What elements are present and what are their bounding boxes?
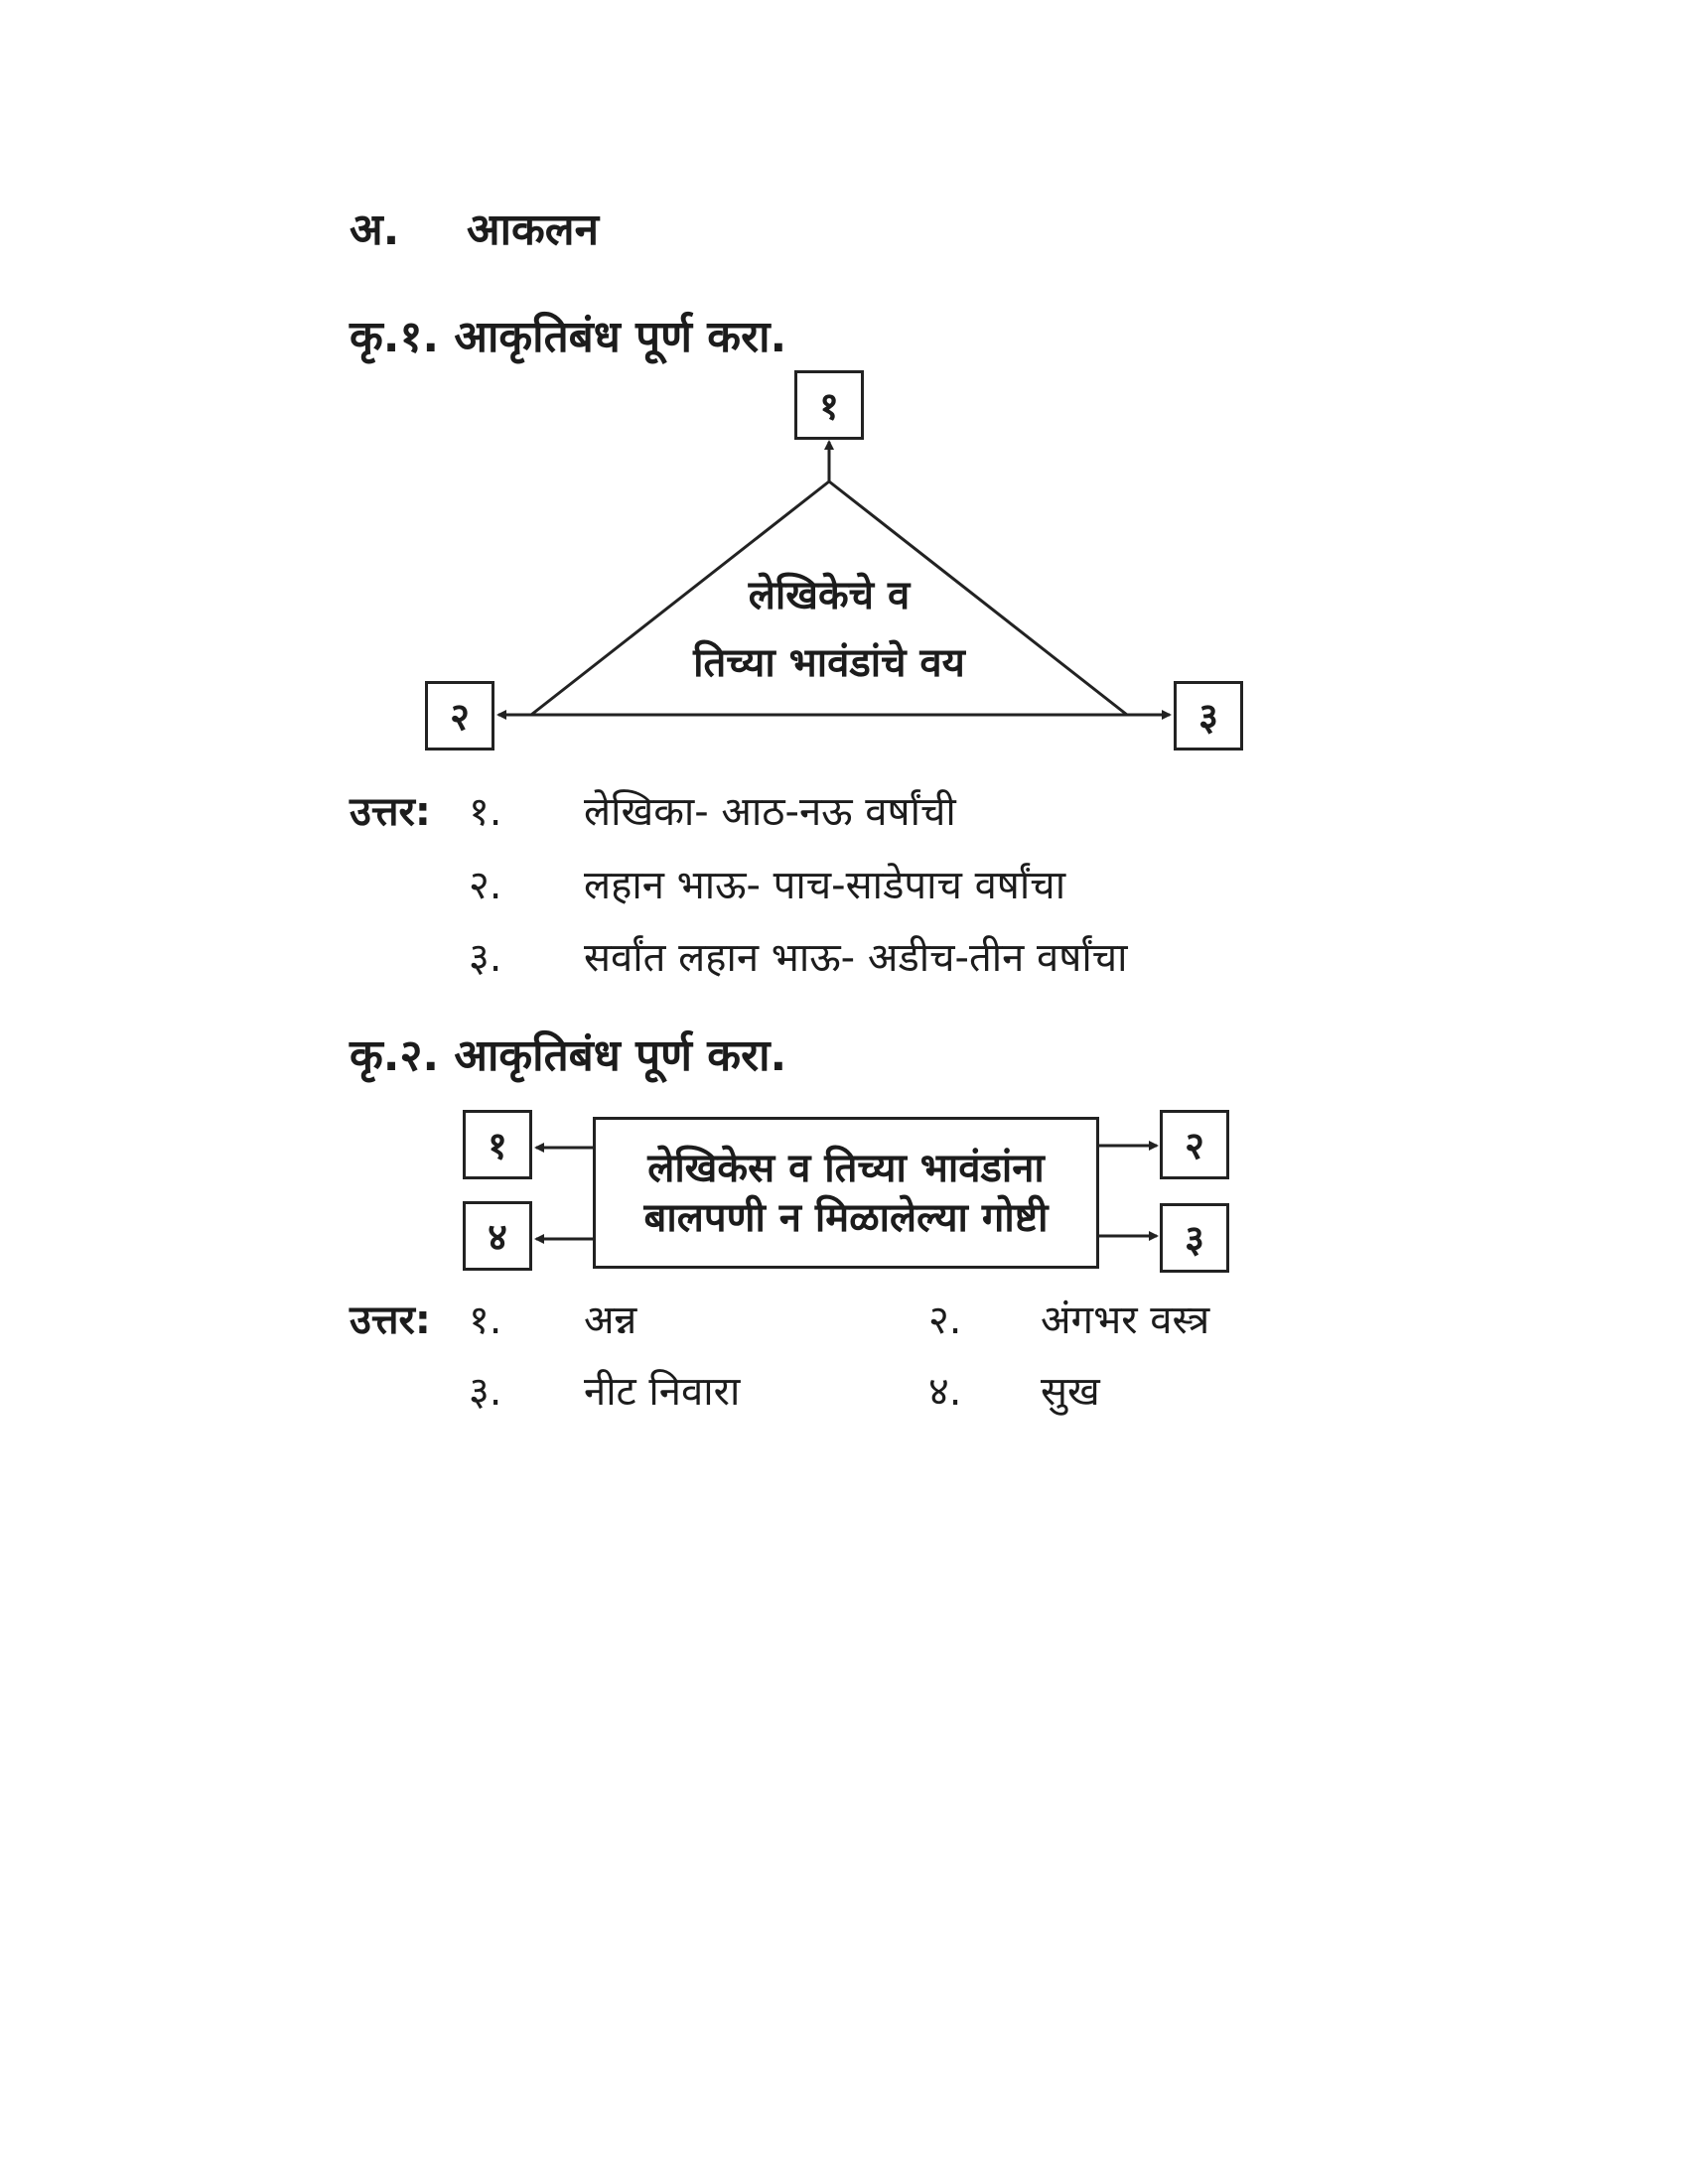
q1-box-2: २ [425,681,494,751]
q1-answer-text-3: सर्वांत लहान भाऊ- अडीच-तीन वर्षांचा [584,935,1128,981]
q1-center-line2: तिच्या भावंडांचे वय [693,640,965,686]
q2-box-2: २ [1160,1110,1229,1179]
q2-answer-num-4: ४. [928,1369,962,1415]
q2-answer-text-1: अन्न [584,1297,637,1343]
q2-answer-text-4: सुख [1041,1369,1100,1415]
q1-answer-num-1: १. [469,789,502,835]
q2-box-1: १ [463,1110,532,1179]
q1-answer-num-3: ३. [469,935,502,981]
q2-box-4: ४ [463,1201,532,1271]
q2-center-line1: लेखिकेस व तिच्या भावंडांना [647,1145,1045,1191]
section-title: आकलन [467,205,600,255]
q2-answer-label: उत्तर: [350,1297,431,1343]
q1-center-line1: लेखिकेचे व [748,573,911,618]
q2-center-line2: बालपणी न मिळालेल्या गोष्टी [643,1194,1049,1241]
q2-box-3: ३ [1160,1203,1229,1273]
q2-answer-text-2: अंगभर वस्त्र [1041,1297,1210,1343]
section-letter: अ. [350,205,400,255]
q2-answer-num-1: १. [469,1297,502,1343]
q1-box-1: १ [794,370,864,440]
q1-answer-text-1: लेखिका- आठ-नऊ वर्षांची [584,789,956,835]
q1-answer-label: उत्तर: [350,789,431,835]
q1-heading: कृ.१. आकृतिबंध पूर्ण करा. [350,312,787,362]
q1-box-3: ३ [1174,681,1243,751]
q1-answer-text-2: लहान भाऊ- पाच-साडेपाच वर्षांचा [584,863,1066,908]
q2-heading: कृ.२. आकृतिबंध पूर्ण करा. [350,1030,787,1081]
q2-center-box [593,1117,1099,1269]
q1-answer-num-2: २. [469,863,502,908]
q2-answer-text-3: नीट निवारा [584,1369,741,1415]
q2-answer-num-2: २. [928,1297,962,1343]
q2-answer-num-3: ३. [469,1369,502,1415]
